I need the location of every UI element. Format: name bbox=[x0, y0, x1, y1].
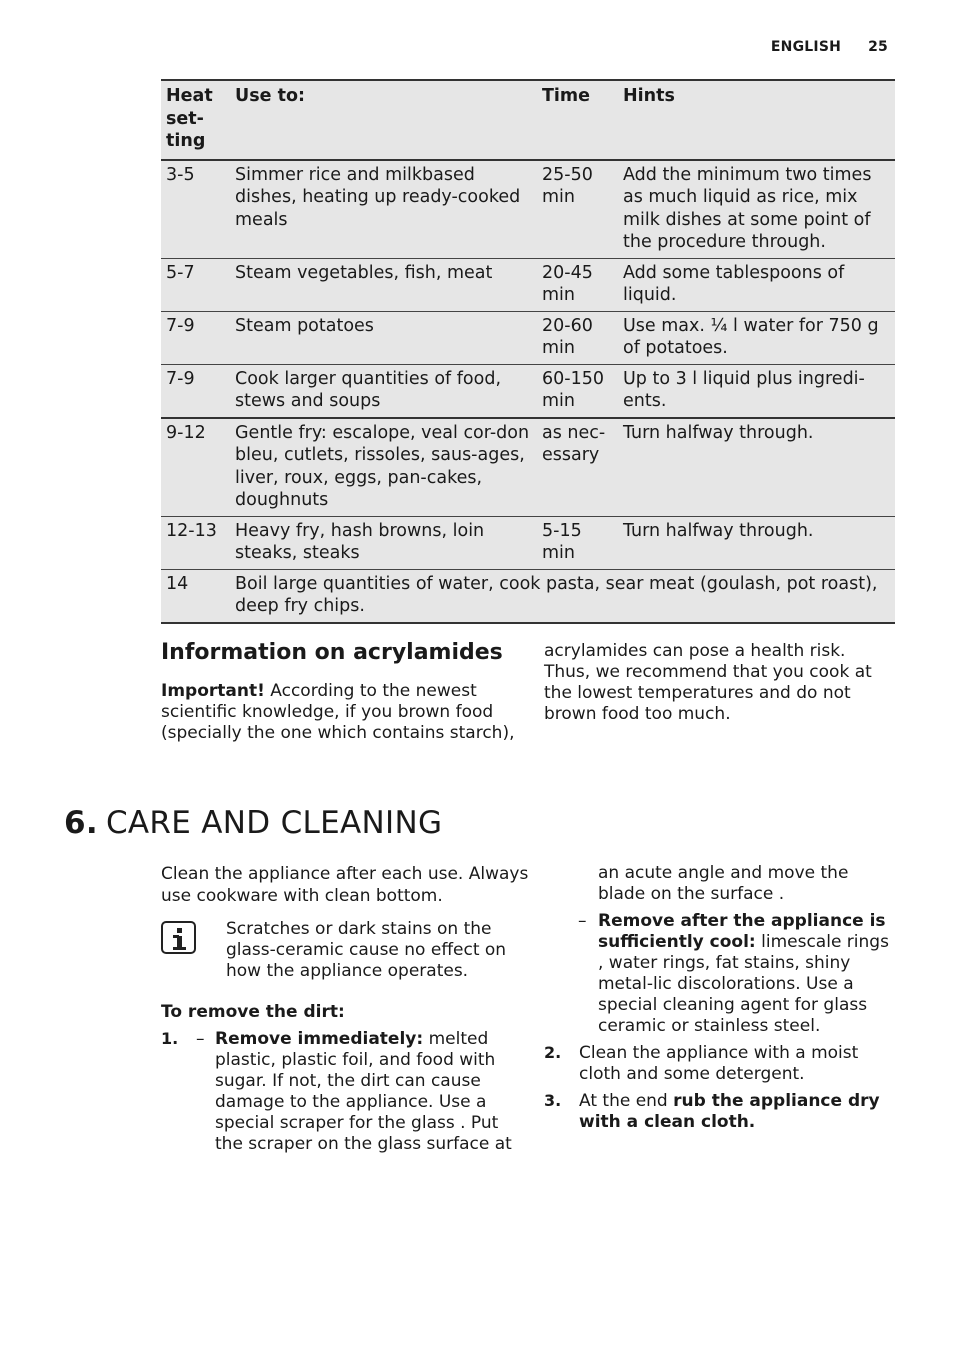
table-row-last bbox=[161, 569, 895, 623]
cell-hints: Add the minimum two times as much liquid as rice, mix milk dishes at some point of the procedure through. bbox=[623, 164, 872, 252]
cell-time: 20-60 min bbox=[542, 315, 593, 358]
cell-heat: 7-9 bbox=[166, 315, 195, 336]
acrylamides-heading: Information on acrylamides bbox=[161, 640, 503, 665]
step1b-body: limescale rings , water rings, fat stains, shiny metal-lic discolorations. Use a special cleaning agent for glass ceramic or stainless steel. bbox=[598, 932, 889, 1036]
acrylamides-body-left: According to the newest scientific knowledge, if you brown food (specially the one which contains starch), bbox=[161, 681, 515, 743]
step-number-3: 3. bbox=[544, 1091, 562, 1110]
step3-plain: At the end bbox=[579, 1091, 674, 1111]
col-header-use: Use to: bbox=[235, 86, 305, 106]
step3-text bbox=[579, 1091, 895, 1133]
step1-dash: – bbox=[196, 1029, 205, 1049]
step2-text: Clean the appliance with a moist cloth and some detergent. bbox=[579, 1043, 859, 1084]
cell-hints: Turn halfway through. bbox=[623, 520, 814, 541]
cell-time: 60-150 min bbox=[542, 368, 604, 411]
step1-text bbox=[215, 1029, 515, 1155]
table-row bbox=[161, 258, 895, 311]
step1b-dash: – bbox=[578, 911, 587, 931]
cell-time: as nec-essary bbox=[542, 422, 606, 465]
cell-use: Steam potatoes bbox=[235, 315, 374, 336]
cell-time: 25-50 min bbox=[542, 164, 593, 207]
cell-hints: Use max. ¼ l water for 750 g of potatoes. bbox=[623, 315, 879, 358]
table-row bbox=[161, 160, 895, 259]
col-header-heat: Heat set-ting bbox=[166, 86, 213, 151]
info-note: Scratches or dark stains on the glass-ceramic cause no effect on how the appliance operates. bbox=[226, 919, 507, 981]
chapter-number: 6. bbox=[64, 805, 98, 841]
col-header-hints: Hints bbox=[623, 86, 675, 106]
cell-hints: Add some tablespoons of liquid. bbox=[623, 262, 845, 305]
step3-bold: rub the appliance dry with a clean cloth. bbox=[579, 1091, 880, 1132]
cell-heat: 9-12 bbox=[166, 422, 206, 443]
chapter-title: CARE AND CLEANING bbox=[105, 805, 443, 841]
cell-use: Heavy fry, hash browns, loin steaks, steaks bbox=[235, 520, 485, 563]
cell-use: Cook larger quantities of food, stews and soups bbox=[235, 368, 502, 411]
step-number-1: 1. bbox=[161, 1029, 179, 1048]
cell-use: Simmer rice and milkbased dishes, heating up ready-cooked meals bbox=[235, 164, 521, 230]
step1-continuation: an acute angle and move the blade on the surface . bbox=[598, 863, 849, 904]
cell-heat: 14 bbox=[166, 573, 189, 594]
page-header bbox=[771, 39, 888, 55]
cell-use-wide: Boil large quantities of water, cook pasta, sear meat (goulash, pot roast), deep fry chips. bbox=[235, 573, 878, 616]
step-number-2: 2. bbox=[544, 1043, 562, 1062]
table-row bbox=[161, 364, 895, 418]
cell-hints: Up to 3 l liquid plus ingredi-ents. bbox=[623, 368, 865, 411]
cell-heat: 7-9 bbox=[166, 368, 195, 389]
step1-bold: Remove immediately: bbox=[215, 1029, 424, 1049]
care-intro: Clean the appliance after each use. Always use cookware with clean bottom. bbox=[161, 864, 529, 906]
step1b-text bbox=[598, 911, 894, 1037]
step1-body: melted plastic, plastic foil, and food with sugar. If not, the dirt can cause damage to the appliance. Use a special scraper for the glass . Put the scraper on the glass surface at bbox=[215, 1029, 512, 1154]
remove-dirt-heading: To remove the dirt: bbox=[161, 1002, 345, 1022]
header-language: ENGLISH bbox=[770, 39, 842, 55]
cell-use: Gentle fry: escalope, veal cor-don bleu, cutlets, rissoles, saus-ages, liver, roux, eggs, pan-cakes, doughnuts bbox=[235, 422, 530, 510]
cell-heat: 3-5 bbox=[166, 164, 195, 185]
acrylamides-text-right: acrylamides can pose a health risk. Thus, we recommend that you cook at the lowest temperatures and do not brown food too much. bbox=[544, 641, 872, 724]
table-row bbox=[161, 311, 895, 364]
cell-time: 5-15 min bbox=[542, 520, 582, 563]
table-row bbox=[161, 516, 895, 569]
cell-heat: 5-7 bbox=[166, 262, 195, 283]
step1b-bold: Remove after the appliance is sufficiently cool: bbox=[598, 911, 886, 952]
table-row bbox=[161, 418, 895, 517]
cell-hints: Turn halfway through. bbox=[623, 422, 814, 443]
cell-heat: 12-13 bbox=[166, 520, 217, 541]
cell-time: 20-45 min bbox=[542, 262, 593, 305]
page-number: 25 bbox=[868, 39, 888, 55]
table-header-row bbox=[161, 80, 895, 160]
cell-use: Steam vegetables, fish, meat bbox=[235, 262, 493, 283]
acrylamides-text-left bbox=[161, 681, 531, 744]
chapter-heading bbox=[64, 805, 442, 841]
col-header-time: Time bbox=[542, 86, 591, 106]
info-icon bbox=[161, 921, 196, 954]
heat-settings-table bbox=[161, 79, 895, 624]
important-label: Important! bbox=[161, 681, 265, 701]
